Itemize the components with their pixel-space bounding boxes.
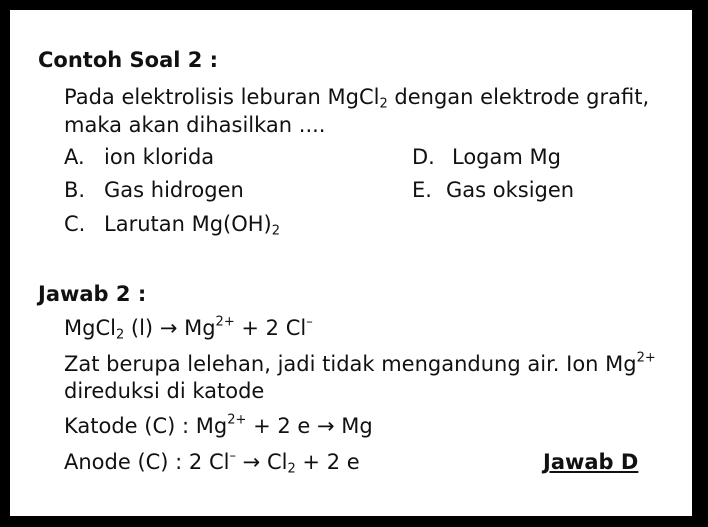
answer-title: Jawab 2 :: [38, 282, 147, 306]
anode-prefix: Anode (C) : 2 Cl: [64, 450, 230, 474]
explanation-line-2: direduksi di katode: [64, 379, 265, 403]
option-label: C.: [64, 212, 86, 236]
reactant: MgCl: [64, 316, 116, 340]
mg-charge: 2+: [215, 314, 235, 330]
option-label: D.: [412, 145, 435, 169]
katode-prefix: Katode (C) : Mg: [64, 414, 228, 438]
product-mg: Mg: [177, 316, 216, 340]
explanation-charge: 2+: [636, 350, 656, 366]
option-c: [64, 211, 280, 237]
product-cl: + 2 Cl: [234, 316, 307, 340]
anode-product: Cl: [260, 450, 288, 474]
anode-charge: –: [229, 448, 236, 464]
option-label: A.: [64, 145, 85, 169]
option-text: ion klorida: [104, 145, 215, 169]
cl-charge: –: [306, 314, 313, 330]
question-line-2: maka akan dihasilkan ....: [64, 113, 326, 137]
explanation-line-1: [64, 351, 656, 377]
katode-charge: 2+: [227, 412, 247, 428]
option-text: Gas hidrogen: [104, 178, 244, 202]
question-subscript: 2: [379, 96, 388, 112]
reactant-state: (l): [124, 316, 160, 340]
anode-gap: [236, 450, 243, 474]
anode-electrons: + 2 e: [295, 450, 360, 474]
anode-equation: [64, 449, 360, 475]
option-label: E.: [412, 178, 432, 202]
option-label: B.: [64, 178, 86, 202]
reaction-equation: [64, 315, 313, 341]
anode-product-subscript: 2: [287, 461, 296, 477]
option-text: Larutan Mg(OH): [104, 212, 272, 236]
option-text: Gas oksigen: [446, 178, 575, 202]
option-d: [412, 144, 561, 170]
question-text-a: Pada elektrolisis leburan MgCl: [64, 85, 380, 109]
katode-product: Mg: [334, 414, 373, 438]
final-answer: Jawab D: [543, 450, 639, 474]
option-e: [412, 177, 574, 203]
option-subscript: 2: [271, 223, 281, 239]
right-arrow-icon: →: [316, 414, 335, 438]
question-text-b: dengan elektrode grafit,: [387, 85, 650, 109]
option-b: [64, 177, 244, 203]
slide: [10, 10, 692, 516]
option-text: Logam Mg: [452, 145, 561, 169]
question-title: Contoh Soal 2 :: [38, 48, 219, 72]
right-arrow-icon: →: [242, 450, 261, 474]
reactant-subscript: 2: [115, 327, 125, 343]
right-arrow-icon: →: [159, 316, 178, 340]
question-line-1: [64, 84, 649, 110]
option-a: [64, 144, 214, 170]
explanation-text: Zat berupa lelehan, jadi tidak mengandung air. Ion Mg: [64, 352, 637, 376]
katode-electrons: + 2 e: [246, 414, 317, 438]
katode-equation: [64, 413, 373, 439]
